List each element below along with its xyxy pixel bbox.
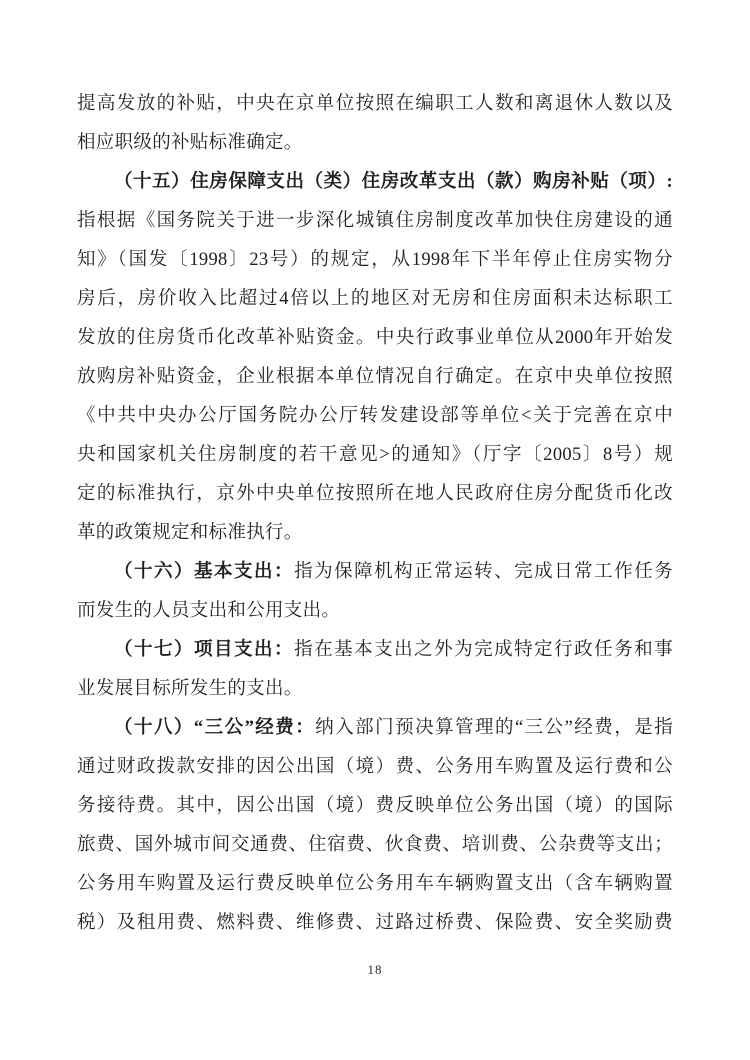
text-line <box>77 319 673 358</box>
text-line <box>77 241 673 280</box>
text-line <box>77 358 673 397</box>
body-text: 通过财政拨款安排的因公出国（境）费、公务用车购置及运行费和公 <box>77 757 673 777</box>
body-text: 务接待费。其中，因公出国（境）费反映单位公务出国（境）的国际 <box>77 796 673 816</box>
body-text: 革的政策规定和标准执行。 <box>77 523 303 543</box>
text-line <box>77 787 673 826</box>
text-line <box>77 202 673 241</box>
heading-text: （十八）“三公”经费： <box>114 718 316 738</box>
body-text: 而发生的人员支出和公用支出。 <box>77 601 341 621</box>
text-line <box>77 514 673 553</box>
text-line <box>77 748 673 787</box>
text-line <box>77 592 673 631</box>
heading-text: （十五）住房保障支出（类）住房改革支出（款）购房补贴（项）: <box>114 172 673 192</box>
text-line <box>77 826 673 865</box>
text-line <box>77 397 673 436</box>
text-line <box>77 631 673 670</box>
text-line <box>77 709 673 748</box>
body-text: 知》（国发〔1998〕23号）的规定，从1998年下半年停止住房实物分 <box>77 250 673 270</box>
body-text: 旅费、国外城市间交通费、住宿费、伙食费、培训费、公杂费等支出； <box>77 835 673 855</box>
body-text: 指为保障机构正常运转、完成日常工作任务 <box>294 562 674 582</box>
body-text: 放购房补贴资金，企业根据本单位情况自行确定。在京中央单位按照 <box>77 367 673 387</box>
text-line <box>77 475 673 514</box>
text-line <box>77 436 673 475</box>
body-text: 《中共中央办公厅国务院办公厅转发建设部等单位<关于完善在京中 <box>77 406 673 426</box>
text-line <box>77 163 673 202</box>
text-line <box>77 670 673 709</box>
body-text: 公务用车购置及运行费反映单位公务用车车辆购置支出（含车辆购置 <box>77 874 673 894</box>
text-line <box>77 904 673 943</box>
text-line <box>77 553 673 592</box>
heading-text: （十六）基本支出： <box>114 562 295 582</box>
text-line <box>77 124 673 163</box>
text-line <box>77 865 673 904</box>
body-text: 指根据《国务院关于进一步深化城镇住房制度改革加快住房建设的通 <box>77 211 673 231</box>
body-text: 房后，房价收入比超过4倍以上的地区对无房和住房面积未达标职工 <box>77 289 673 309</box>
body-text: 相应职级的补贴标准确定。 <box>77 133 303 153</box>
text-line <box>77 85 673 124</box>
body-text: 指在基本支出之外为完成特定行政任务和事 <box>294 640 674 660</box>
document-body <box>77 85 673 943</box>
body-text: 税）及租用费、燃料费、维修费、过路过桥费、保险费、安全奖励费 <box>77 913 673 933</box>
text-line <box>77 280 673 319</box>
body-text: 定的标准执行，京外中央单位按照所在地人民政府住房分配货币化改 <box>77 484 673 504</box>
body-text: 纳入部门预决算管理的“三公”经费，是指 <box>315 718 674 738</box>
body-text: 业发展目标所发生的支出。 <box>77 679 303 699</box>
body-text: 央和国家机关住房制度的若干意见>的通知》（厅字〔2005〕8号）规 <box>77 445 673 465</box>
heading-text: （十七）项目支出： <box>114 640 295 660</box>
page-number: 18 <box>367 962 383 977</box>
body-text: 提高发放的补贴，中央在京单位按照在编职工人数和离退休人数以及 <box>77 94 673 114</box>
body-text: 发放的住房货币化改革补贴资金。中央行政事业单位从2000年开始发 <box>77 328 673 348</box>
